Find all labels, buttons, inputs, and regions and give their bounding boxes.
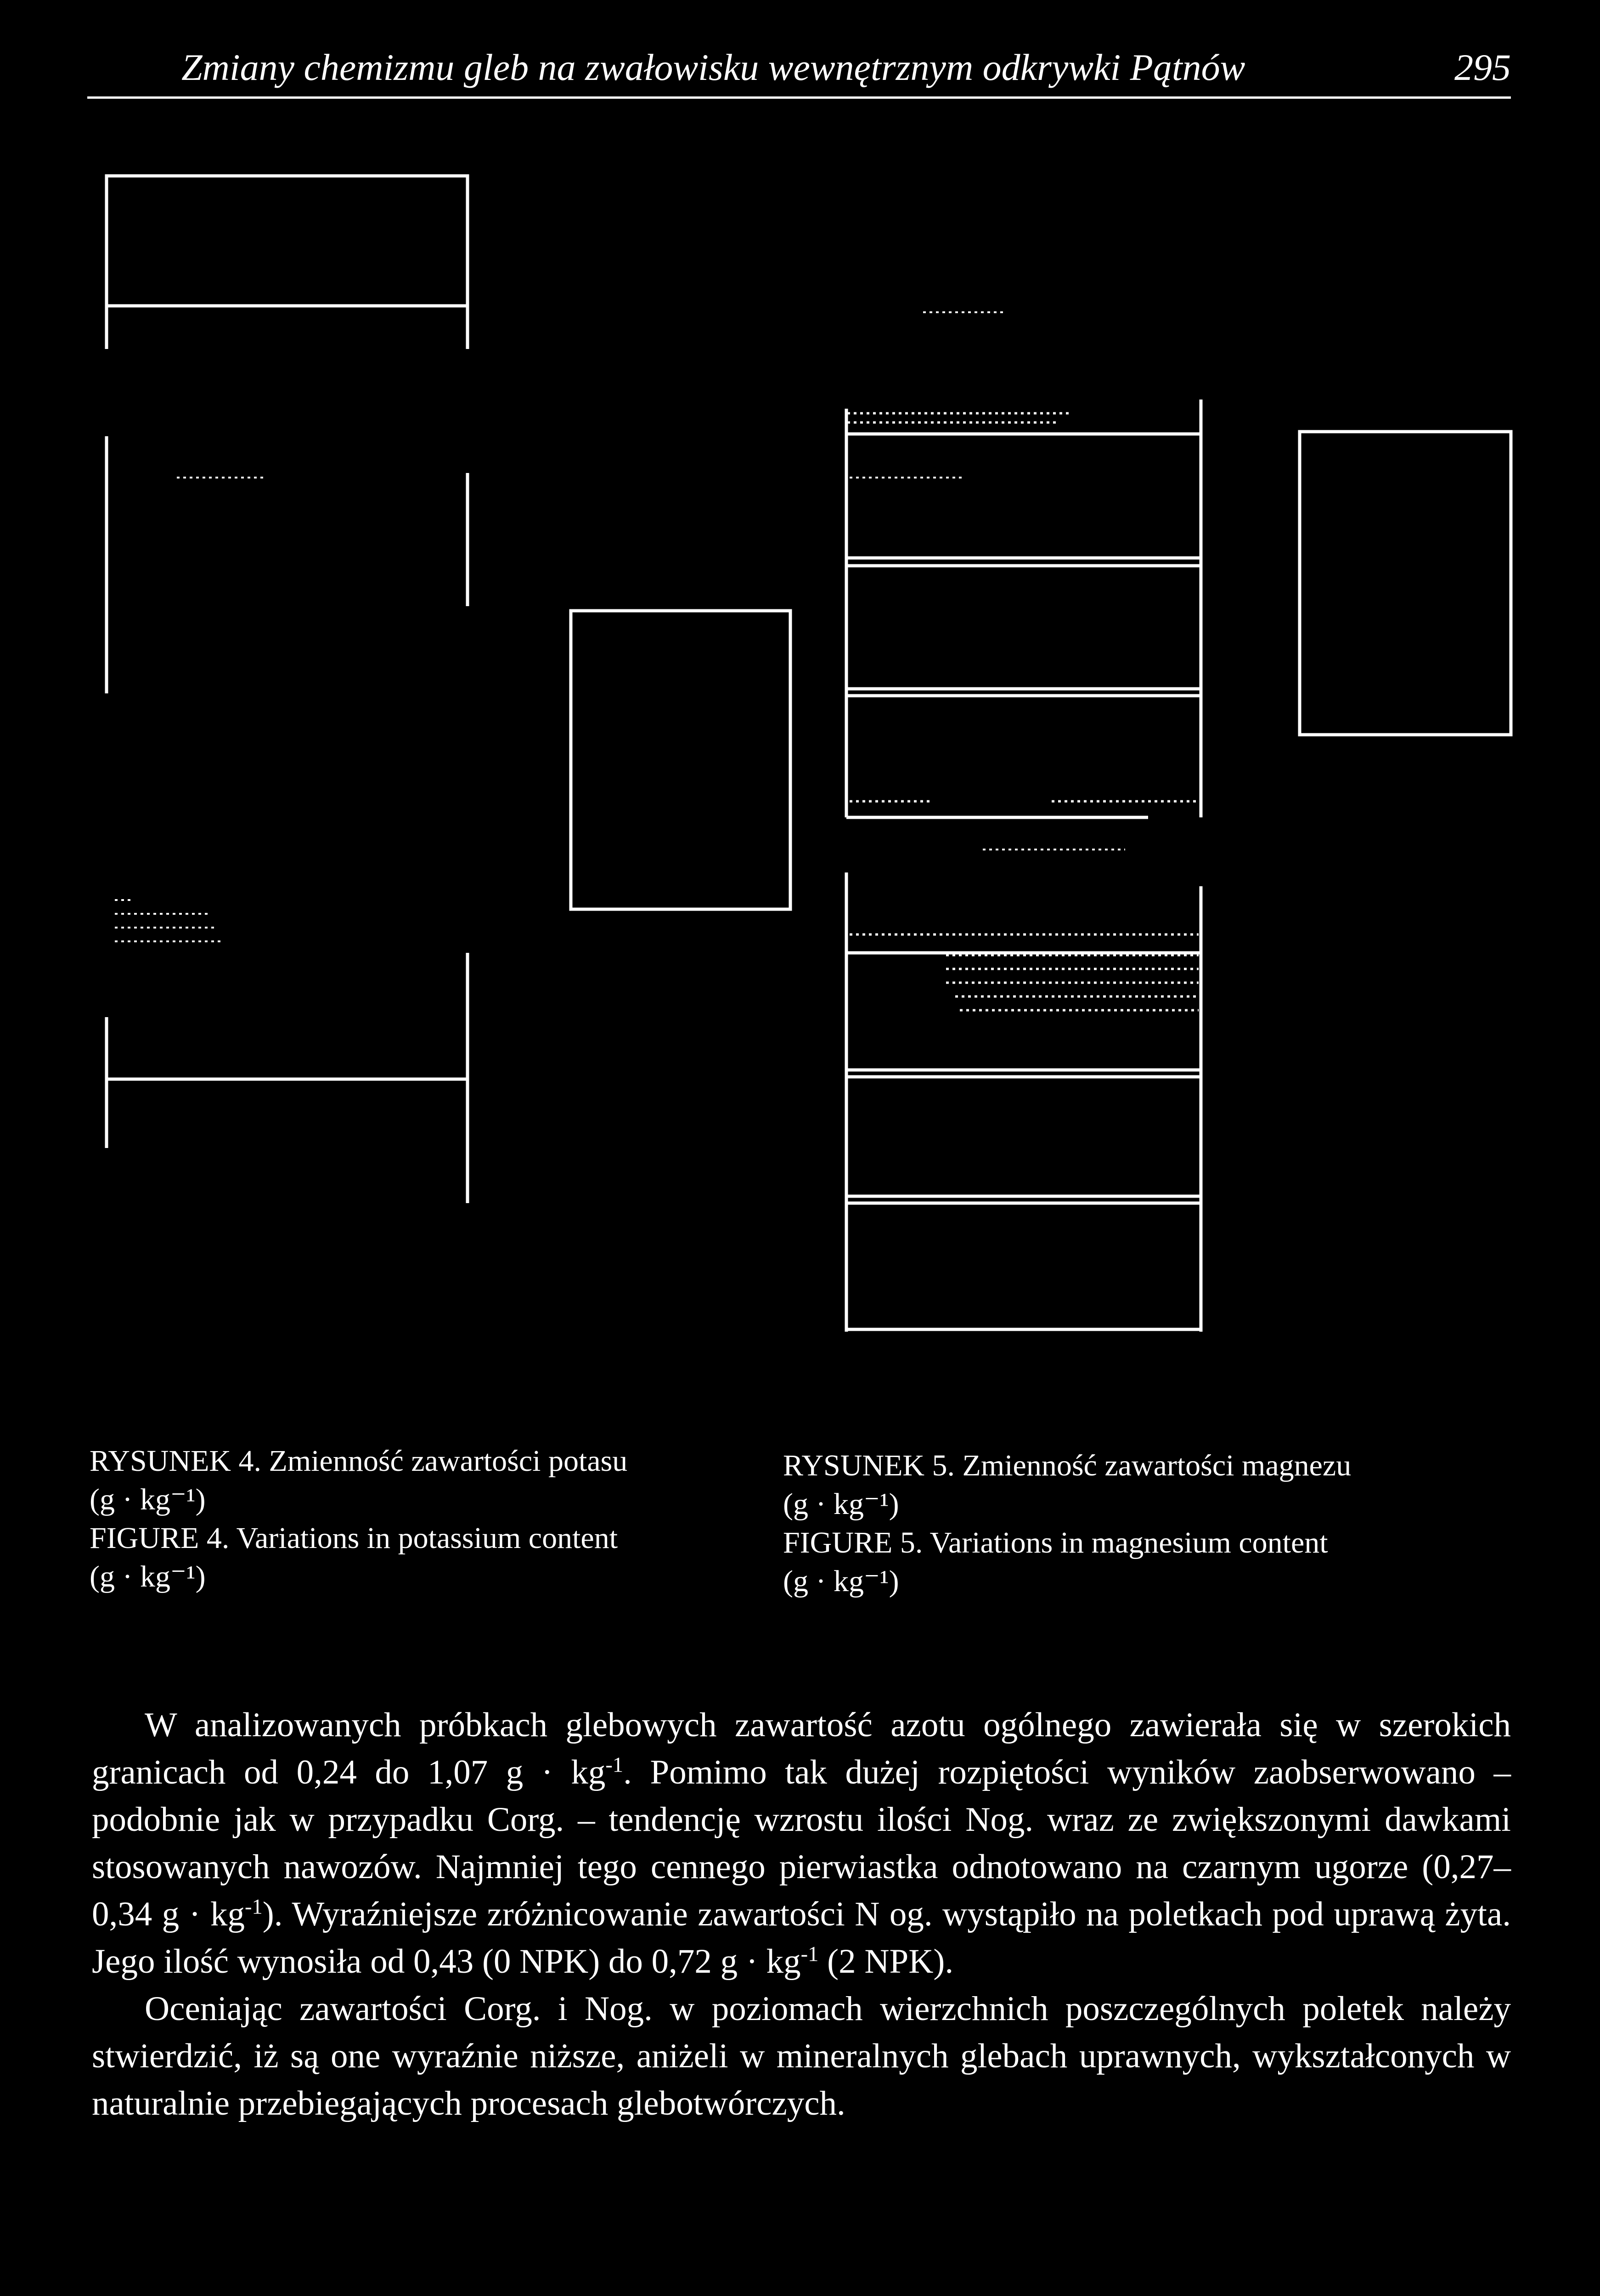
figure-4-unit-pl: (g · kg⁻¹) — [90, 1483, 206, 1516]
body-text — [92, 1701, 1511, 2127]
figure-5-unit-pl: (g · kg⁻¹) — [783, 1487, 899, 1521]
figure-5-caption-pl: RYSUNEK 5. Zmienność zawartości magnezu — [783, 1449, 1352, 1482]
figure-5-unit-en: (g · kg⁻¹) — [783, 1564, 899, 1598]
paragraph-corg-nog: Oceniając zawartości Corg. i Nog. w poziomach wierzchnich poszczególnych poletek należy stwierdzić, iż są one wyraźnie niższe, aniżeli w mineralnych glebach uprawnych, wykształconych w naturalnie przebiegających procesach glebotwórczych. — [92, 1990, 1511, 2122]
figure-4-caption-pl: RYSUNEK 4. Zmienność zawartości potasu — [90, 1444, 628, 1478]
paragraph-nitrogen-part-1: W analizowanych próbkach glebowych zawartość azotu ogólnego zawierała się w szerokich granicach od 0,24 do 1,07 g · kg — [92, 1706, 1511, 1791]
fig4-bar-1 — [107, 176, 468, 306]
fig5-bar-right — [1300, 432, 1511, 735]
figure-5-caption — [783, 1446, 1351, 1601]
page-number: 295 — [1454, 46, 1511, 88]
superscript-1: -1 — [605, 1753, 624, 1777]
paragraph-nitrogen-part-2: . Pomimo tak dużej rozpiętości wyników zaobserwowano – podobnie jak w przypadku Corg. – tendencję wzrostu ilości Nog. wraz ze zwiększonymi dawkami stosowanych nawozów. Najmniej tego cennego pierwiastka odnotowano na czarnym ugorze (0,27–0,34 g · kg — [92, 1753, 1511, 1933]
figure-5-caption-en: FIGURE 5. Variations in magnesium content — [783, 1526, 1328, 1559]
figure-4-caption — [90, 1442, 627, 1596]
superscript-3: -1 — [800, 1942, 819, 1966]
fig4-bar-2 — [571, 611, 790, 909]
figure-4-chart — [107, 176, 790, 1203]
figure-4-caption-en: FIGURE 4. Variations in potassium content — [90, 1521, 618, 1555]
paragraph-nitrogen — [92, 1701, 1511, 1985]
superscript-2: -1 — [245, 1895, 263, 1919]
paragraph-nitrogen-part-3: ). Wyraźniejsze zróżnicowanie zawartości N og. wystąpiło na poletkach pod uprawą żyta. Jego ilość wynosiła od 0,43 (0 NPK) do 0,72 g · kg — [92, 1895, 1511, 1981]
header-title: Zmiany chemizmu gleb na zwałowisku wewnętrznym odkrywki Pątnów — [181, 46, 1245, 88]
figure-4-unit-en: (g · kg⁻¹) — [90, 1560, 206, 1593]
paragraph-nitrogen-part-4: (2 NPK). — [818, 1942, 954, 1981]
figure-5-chart — [846, 312, 1511, 1332]
